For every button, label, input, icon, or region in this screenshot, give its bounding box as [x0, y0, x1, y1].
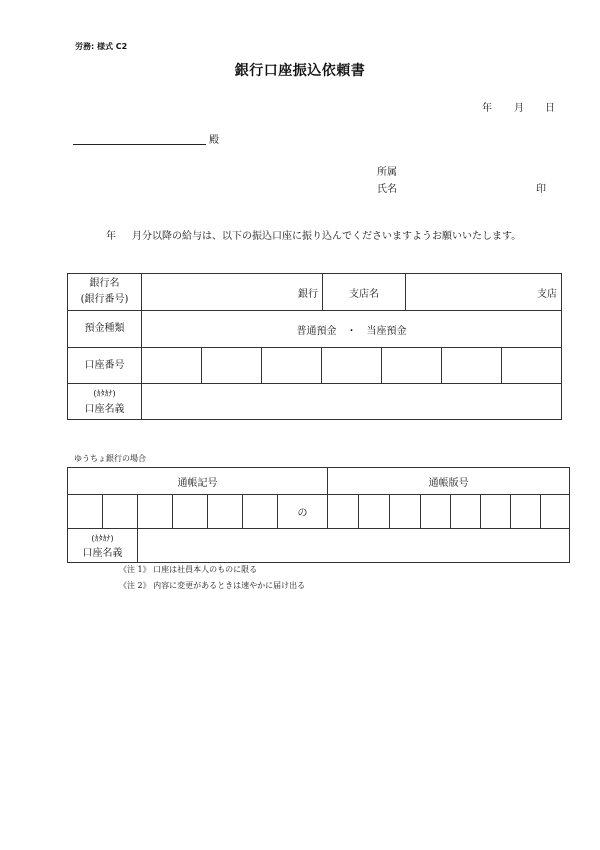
statement-text: 月分以降の給与は、以下の振込口座に振り込んでくださいますようお願いいたします。: [132, 231, 522, 242]
note-2: 《注 2》 内容に変更があるときは速やかに届け出る: [119, 581, 306, 590]
yucho-header-row: [68, 468, 570, 495]
account-holder-label: 口座名義: [84, 403, 125, 415]
name-label: 氏名: [377, 184, 397, 195]
account-number-label: 口座番号: [68, 348, 142, 384]
account-holder-row: [68, 384, 562, 420]
deposit-type-row: [68, 311, 562, 348]
addressee-honorific: 殿: [209, 135, 219, 146]
request-statement: [106, 227, 521, 242]
note-1: 《注 1》 口座は社員本人のものに限る: [119, 565, 258, 574]
yucho-holder-label-cell: [68, 529, 138, 563]
deposit-type-label: 預金種類: [68, 311, 142, 348]
bank-name-label: 銀行名: [89, 278, 120, 289]
bank-name-input[interactable]: [142, 274, 322, 310]
department-label: 所属: [377, 167, 397, 178]
yucho-account-holder-label: 口座名義: [82, 547, 123, 559]
account-number-row: [68, 348, 562, 384]
statement-year: 年: [106, 231, 116, 242]
passbook-symbol-label: 通帳記号: [68, 468, 328, 495]
date-year-label: 年: [482, 103, 492, 114]
yucho-digit-row: [68, 495, 570, 529]
account-digit-box[interactable]: [502, 348, 562, 384]
account-holder-input[interactable]: [142, 384, 562, 420]
account-holder-label-cell: [68, 384, 142, 420]
account-digit-box[interactable]: [442, 348, 502, 384]
katakana-label: (ｶﾀｶﾅ): [93, 388, 116, 398]
number-digit-box[interactable]: [541, 495, 570, 529]
yucho-katakana-label: (ｶﾀｶﾅ): [91, 533, 114, 543]
symbol-digit-box[interactable]: [103, 495, 138, 529]
bank-code-label: (銀行番号): [80, 294, 129, 305]
number-digit-box[interactable]: [421, 495, 451, 529]
bank-suffix: 銀行: [298, 288, 318, 300]
number-digit-box[interactable]: [359, 495, 390, 529]
yucho-heading: ゆうちょ銀行の場合: [74, 454, 146, 463]
account-digit-box[interactable]: [382, 348, 442, 384]
account-digit-box[interactable]: [322, 348, 382, 384]
symbol-digit-box[interactable]: [138, 495, 173, 529]
bank-name-label-cell: [68, 274, 142, 311]
number-digit-box[interactable]: [390, 495, 421, 529]
yucho-holder-row: [68, 529, 570, 563]
account-digit-box[interactable]: [142, 348, 202, 384]
symbol-separator: の: [278, 495, 328, 529]
branch-name-input[interactable]: [406, 274, 561, 310]
number-digit-box[interactable]: [328, 495, 359, 529]
number-digit-box[interactable]: [511, 495, 541, 529]
account-digit-box[interactable]: [202, 348, 262, 384]
symbol-digit-box[interactable]: [173, 495, 208, 529]
bank-name-row: [68, 274, 562, 311]
branch-label-cell: [322, 274, 406, 310]
date-month-label: 月: [514, 103, 524, 114]
deposit-type-options[interactable]: 普通預金 ・ 当座預金: [142, 311, 562, 348]
bank-name-field[interactable]: [142, 274, 562, 311]
account-digit-box[interactable]: [262, 348, 322, 384]
addressee-line[interactable]: [73, 144, 206, 145]
form-code: 労務: 様式 C2: [75, 42, 128, 51]
yucho-account-holder-input[interactable]: [138, 529, 570, 563]
number-digit-box[interactable]: [481, 495, 511, 529]
symbol-digit-box[interactable]: [208, 495, 243, 529]
branch-label: 支店名: [349, 288, 379, 300]
yucho-table: [67, 467, 570, 563]
seal-label: 印: [536, 184, 546, 195]
branch-suffix: 支店: [537, 288, 558, 300]
bank-account-table: [67, 273, 562, 420]
passbook-number-label: 通帳版号: [328, 468, 570, 495]
symbol-digit-box[interactable]: [68, 495, 103, 529]
symbol-digit-box[interactable]: [243, 495, 278, 529]
date-day-label: 日: [545, 103, 555, 114]
number-digit-box[interactable]: [451, 495, 481, 529]
page-title: 銀行口座振込依頼書: [234, 63, 366, 79]
